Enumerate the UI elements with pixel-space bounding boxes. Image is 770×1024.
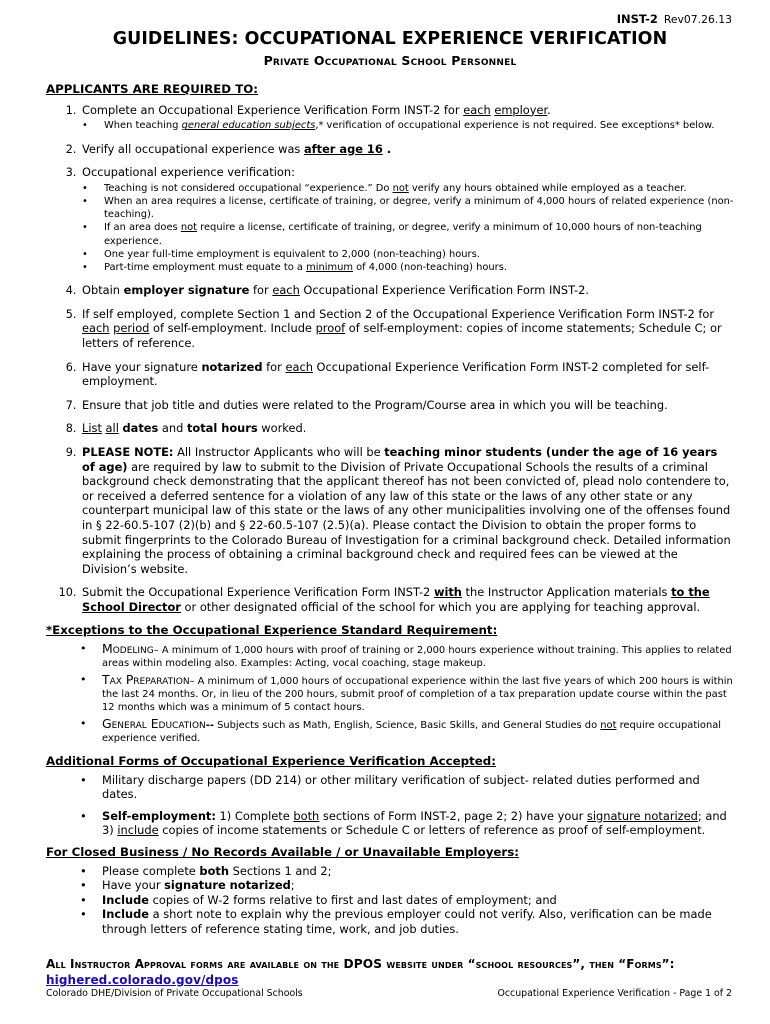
requirement-10: 10. Submit the Occupational Experience Verification Form INST-2 with the Instructor Application materials to the School Director or other designated official of the school for which you are applying for teaching approval. [80, 585, 734, 614]
requirement-1: 1. Complete an Occupational Experience Verification Form INST-2 for each employer. • When teaching general education subjects,* verification of occupational experience is not required. See exceptions* below. [80, 103, 734, 133]
requirement-9: 9. PLEASE NOTE: All Instructor Applicants who will be teaching minor students (under the age of 16 years of age) are required by law to submit to the Division of Private Occupational Schools the results of a criminal background check demonstrating that the applicant thereof has not been convicted of, plead nolo contendere to, or received a deferred sentence for a violation of any law of this state or the laws of any other state or any counterpart municipal law of this state or the laws of any other municipalities involving one of the offenses found in § 22-60.5-107 (2)(b) and § 22-60.5-107 (2.5)(a). Please contact the Division to obtain the proper forms to submit fingerprints to the Colorado Bureau of Investigation for a criminal background check. Detailed information explaining the process of obtaining a criminal background check and required fees can be viewed at the Division’s website. [80, 445, 734, 576]
requirement-5: 5. If self employed, complete Section 1 and Section 2 of the Occupational Experience Verification Form INST-2 for each period of self-employment. Include proof of self-employment: copies of income statements; Schedule C; or letters of reference. [80, 307, 734, 351]
form-revision: Rev07.26.13 [663, 13, 732, 26]
requirement-2: 2. Verify all occupational experience was after age 16 . [80, 142, 734, 157]
requirement-3-bullet: • If an area does not require a license, certificate of training, or degree, verify a minimum of 10,000 hours of non-teaching experience. [104, 221, 734, 247]
exceptions-heading: *Exceptions to the Occupational Experience Standard Requirement: [46, 623, 498, 638]
requirement-8: 8. List all dates and total hours worked. [80, 421, 734, 436]
footer-left: Colorado DHE/Division of Private Occupational Schools [46, 988, 303, 1000]
exceptions-list [80, 642, 734, 745]
requirement-3-bullet: • Teaching is not considered occupational “experience.” Do not verify any hours obtained while employed as a teacher. [104, 182, 734, 195]
exception-general-education: • General Education-- Subjects such as Math, English, Science, Basic Skills, and General Studies do not require occupational experience verified. [102, 717, 734, 745]
footer-right: Occupational Experience Verification - Page 1 of 2 [497, 988, 732, 1000]
closed-bullet: • Include a short note to explain why the previous employer could not verify. Also, verification can be made through letters of reference stating time, work, and job duties. [102, 907, 734, 936]
additional-self-employment: • Self-employment: 1) Complete both sections of Form INST-2, page 2; 2) have your signature notarized; and 3) include copies of income statements or Schedule C or letters of reference as proof of self-employment. [102, 809, 734, 838]
requirement-6: 6. Have your signature notarized for each Occupational Experience Verification Form INST-2 completed for self-employment. [80, 360, 734, 389]
closed-bullet: • Have your signature notarized; [102, 878, 734, 893]
form-identifier [617, 12, 732, 28]
applicants-heading: APPLICANTS ARE REQUIRED TO: [46, 82, 258, 97]
additional-forms-list [80, 773, 734, 838]
page-subtitle: Private Occupational School Personnel [263, 52, 517, 68]
requirement-3-bullet: • One year full-time employment is equivalent to 2,000 (non-teaching) hours. [104, 248, 734, 261]
requirements-list [46, 103, 734, 615]
requirement-3-bullet: • When an area requires a license, certificate of training, or degree, verify a minimum of 4,000 hours of related experience (non-teaching). [104, 195, 734, 221]
page-title: GUIDELINES: OCCUPATIONAL EXPERIENCE VERIFICATION [112, 29, 668, 49]
exception-modeling: • Modeling– A minimum of 1,000 hours with proof of training or 2,000 hours experience without training. This applies to related areas within modeling also. Examples: Acting, vocal coaching, stage makeup. [102, 642, 734, 670]
page-footer [46, 987, 732, 1002]
closed-business-heading: For Closed Business / No Records Available / or Unavailable Employers: [46, 845, 519, 860]
closed-bullet: • Please complete both Sections 1 and 2; [102, 864, 734, 879]
additional-military: • Military discharge papers (DD 214) or other military verification of subject- related duties performed and dates. [102, 773, 734, 802]
requirement-4: 4. Obtain employer signature for each Occupational Experience Verification Form INST-2. [80, 283, 734, 298]
requirement-7: 7. Ensure that job title and duties were related to the Program/Course area in which you will be teaching. [80, 398, 734, 413]
closed-bullet: • Include copies of W-2 forms relative to first and last dates of employment; and [102, 893, 734, 908]
additional-forms-heading: Additional Forms of Occupational Experience Verification Accepted: [46, 754, 496, 769]
exception-tax-preparation: • Tax Preparation– A minimum of 1,000 hours of occupational experience within the last five years of which 200 hours is within the last 24 months. Or, in lieu of the 200 hours, submit proof of completion of a tax preparation update course within the past 12 months which was a minimum of 5 contact hours. [102, 673, 734, 714]
requirement-3-bullet: • Part-time employment must equate to a minimum of 4,000 (non-teaching) hours. [104, 261, 734, 274]
requirement-3: 3. Occupational experience verification: • Teaching is not considered occupational “experience.” Do not verify any hours obtained while employed as a teacher. • When an area requires a license, certificate of training, or degree, verify a minimum of 4,000 hours of related experience (non-teaching). • If an area does not require a license, certificate of training, or degree, verify a minimum of 10,000 hours of non-teaching experience. • One year full-time employment is equivalent to 2,000 (non-teaching) hours. • Part-time employment must equate to a minimum of 4,000 (non-teaching) hours. [80, 165, 734, 274]
requirement-1-note: • When teaching general education subjects,* verification of occupational experience is not required. See exceptions* below. [104, 119, 734, 132]
all-forms-note: All Instructor Approval forms are available on the DPOS website under “school resources”, then “Forms”: highered.colorado.gov/dpos [46, 956, 675, 988]
dpos-website-link[interactable]: highered.colorado.gov/dpos [46, 973, 239, 988]
form-code: INST-2 [616, 12, 658, 26]
closed-business-list [80, 864, 734, 937]
